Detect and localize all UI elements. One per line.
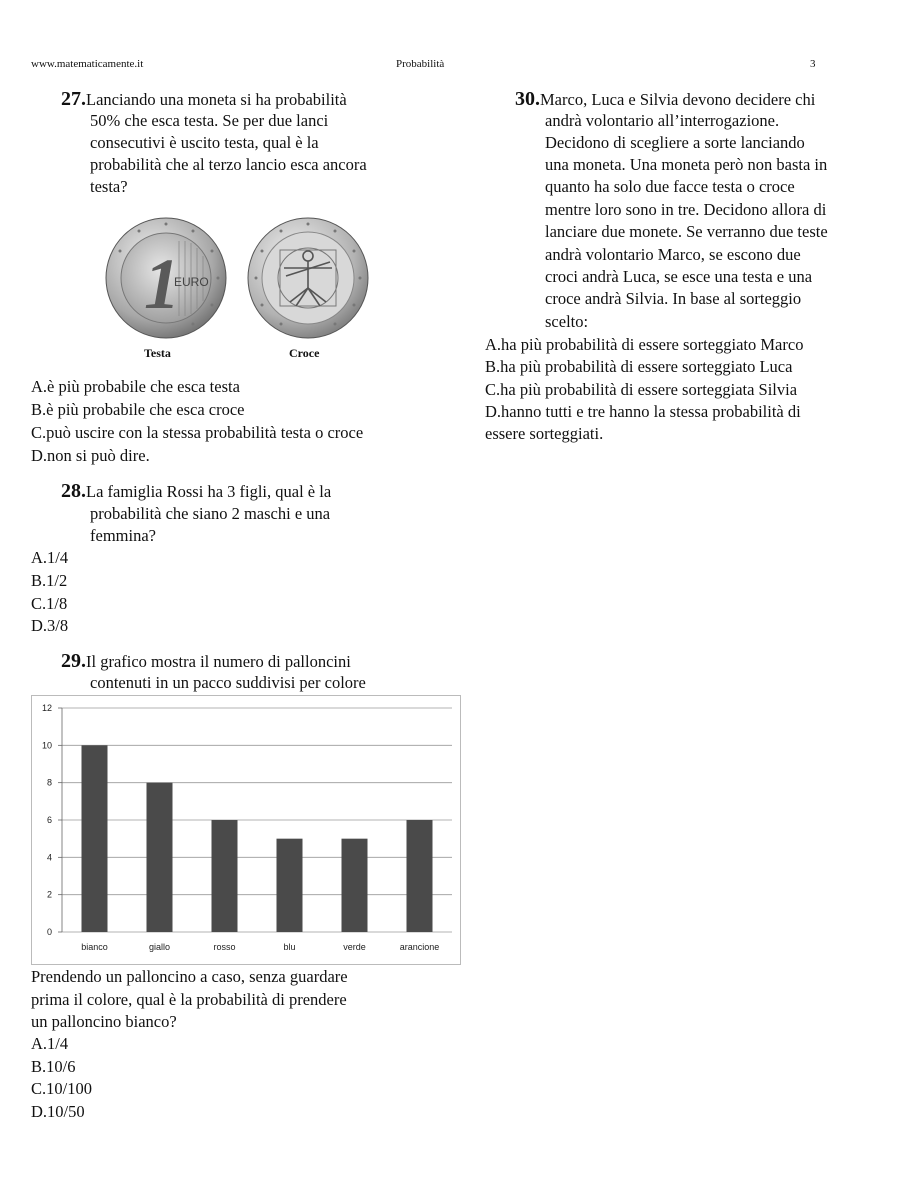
question-line: probabilità che al terzo lancio esca ancora xyxy=(90,155,367,174)
answer-option-a: A.1/4 xyxy=(31,548,69,567)
question-line: prima il colore, qual è la probabilità di prendere xyxy=(31,990,347,1009)
answer-option-d: D.10/50 xyxy=(31,1102,85,1121)
coin-caption-testa: Testa xyxy=(144,346,171,360)
y-tick-label: 2 xyxy=(46,889,52,900)
question-line: consecutivi è uscito testa, qual è la xyxy=(90,133,319,152)
x-tick-label: blu xyxy=(283,942,296,952)
answer-option-d: D.3/8 xyxy=(31,616,69,635)
question-line: Prendendo un palloncino a caso, senza guardare xyxy=(31,967,348,986)
question-number: 27. xyxy=(61,88,86,110)
question-line: Lanciando una moneta si ha probabilità xyxy=(86,90,347,109)
y-tick-label: 4 xyxy=(46,852,52,863)
y-tick-label: 8 xyxy=(46,777,52,788)
answer-option-d: D.hanno tutti e tre hanno la stessa probabilità di xyxy=(485,402,801,421)
answer-option-c: C.10/100 xyxy=(31,1079,92,1098)
bar xyxy=(277,839,303,932)
question-line: Decidono di scegliere a sorte lanciando xyxy=(545,133,805,152)
question-line: 50% che esca testa. Se per due lanci xyxy=(90,111,329,130)
question-line: croce andrà Silvia. In base al sorteggio xyxy=(545,289,802,308)
answer-option-d-continued: essere sorteggiati. xyxy=(485,424,604,443)
y-tick-label: 6 xyxy=(46,815,52,825)
answer-option-b: B.10/6 xyxy=(31,1057,76,1076)
coin-label: EURO xyxy=(174,275,209,289)
x-tick-label: giallo xyxy=(148,942,171,952)
coin-numeral: 1 xyxy=(144,244,180,324)
answer-option-a: A.ha più probabilità di essere sorteggiato Marco xyxy=(485,335,804,354)
y-tick-label: 10 xyxy=(41,740,52,751)
question-line: Marco, Luca e Silvia devono decidere chi xyxy=(540,90,816,109)
question-number: 29. xyxy=(61,650,86,672)
question-line: un palloncino bianco? xyxy=(31,1012,177,1031)
x-tick-label: rosso xyxy=(213,942,236,952)
answer-option-c: C.1/8 xyxy=(31,594,68,613)
euro-coin-tails-image xyxy=(246,216,370,340)
site-url: www.matematicamente.it xyxy=(31,58,144,70)
answer-option-b: B.ha più probabilità di essere sorteggiato Luca xyxy=(485,357,793,376)
answer-option-a: A.1/4 xyxy=(31,1034,69,1053)
answer-option-d: D.non si può dire. xyxy=(31,446,150,465)
section-title: Probabilità xyxy=(396,58,445,70)
question-line: una moneta. Una moneta però non basta in xyxy=(545,155,828,174)
question-line: croci andrà Luca, se esce una testa e una xyxy=(545,267,813,286)
y-tick-label: 0 xyxy=(46,927,52,937)
question-line: andrà volontario all’interrogazione. xyxy=(545,111,780,130)
bar xyxy=(342,839,368,932)
answer-option-b: B.è più probabile che esca croce xyxy=(31,400,245,419)
question-line: Il grafico mostra il numero di palloncini xyxy=(86,652,351,671)
x-tick-label: verde xyxy=(343,942,366,952)
coin-caption-croce: Croce xyxy=(289,346,320,360)
question-number: 28. xyxy=(61,480,86,502)
bar xyxy=(147,783,173,932)
question-line: scelto: xyxy=(545,312,589,331)
x-tick-label: arancione xyxy=(399,942,440,952)
question-line: lanciare due monete. Se verranno due teste xyxy=(545,222,828,241)
y-tick-label: 12 xyxy=(41,703,52,713)
bar-chart-svg xyxy=(32,696,460,964)
euro-coin-heads-image xyxy=(104,216,228,340)
bar xyxy=(212,820,238,932)
answer-option-b: B.1/2 xyxy=(31,571,68,590)
page-number: 3 xyxy=(810,58,816,70)
question-line: andrà volontario Marco, se escono due xyxy=(545,245,801,264)
question-line: quanto ha solo due facce testa o croce xyxy=(545,177,795,196)
question-line: La famiglia Rossi ha 3 figli, qual è la xyxy=(86,482,332,501)
question-line: mentre loro sono in tre. Decidono allora di xyxy=(545,200,827,219)
question-line: contenuti in un pacco suddivisi per colore xyxy=(90,673,366,692)
question-line: testa? xyxy=(90,177,128,196)
question-line: femmina? xyxy=(90,526,156,545)
x-tick-label: bianco xyxy=(81,942,108,952)
answer-option-c: C.ha più probabilità di essere sorteggiata Silvia xyxy=(485,380,798,399)
bar xyxy=(82,745,108,932)
question-line: probabilità che siano 2 maschi e una xyxy=(90,504,331,523)
question-number: 30. xyxy=(515,88,540,110)
answer-option-c: C.può uscire con la stessa probabilità testa o croce xyxy=(31,423,364,442)
bar-chart xyxy=(31,695,461,965)
bar xyxy=(407,820,433,932)
answer-option-a: A.è più probabile che esca testa xyxy=(31,377,240,396)
